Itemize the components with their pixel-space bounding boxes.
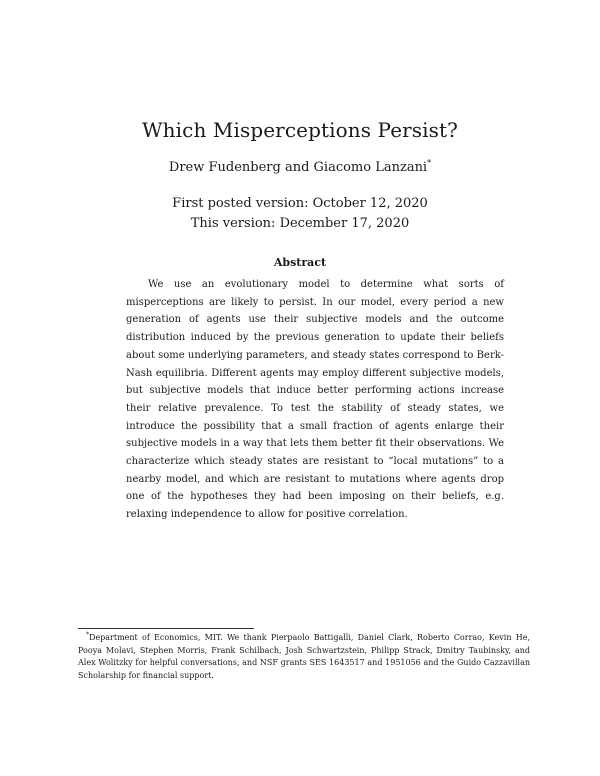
footnote: [78, 632, 530, 682]
first-posted-version: First posted version: October 12, 2020: [172, 196, 428, 211]
abstract-body: We use an evolutionary model to determine what sorts of misperceptions are likely to persist. In our model, every period a new generation of agents use their subjective models and the outcome distribution induced by the previous generation to update their beliefs about some underlying parameters, and steady states correspond to Berk-Nash equilibria. Different agents may employ different subjective models, but subjective models that induce better performing actions increase their relative prevalence. To test the stability of steady states, we introduce the possibility that a small fraction of agents enlarge their subjective models in a way that lets them better fit their observations. We characterize which steady states are resistant to “local mutations” to a nearby model, and which are resistant to mutations where agents drop one of the hypotheses they had been imposing on their beliefs, e.g. relaxing independence to allow for positive correlation.: [126, 279, 504, 521]
abstract-heading: Abstract: [273, 256, 327, 269]
footnote-mark: *: [86, 631, 89, 639]
paper-title: Which Misperceptions Persist?: [142, 118, 458, 142]
this-version: This version: December 17, 2020: [190, 216, 410, 231]
footnote-text: Department of Economics, MIT. We thank Pierpaolo Battigalli, Daniel Clark, Roberto Corrao, Kevin He, Pooya Molavi, Stephen Morris, Frank Schilbach, Josh Schwartzstein, Philipp Strack, Dmitry Taubinsky, and Alex Wolitzky for helpful conversations, and NSF grants SES 1643517 and 1951056 and the Guido Cazzavillan Scholarship for financial support.: [78, 633, 530, 680]
authors-names: Drew Fudenberg and Giacomo Lanzani: [168, 160, 428, 175]
author-footnote-mark: *: [427, 158, 432, 168]
footnote-divider: [78, 628, 254, 629]
author-line: [0, 160, 600, 175]
version-dates: [0, 194, 600, 234]
